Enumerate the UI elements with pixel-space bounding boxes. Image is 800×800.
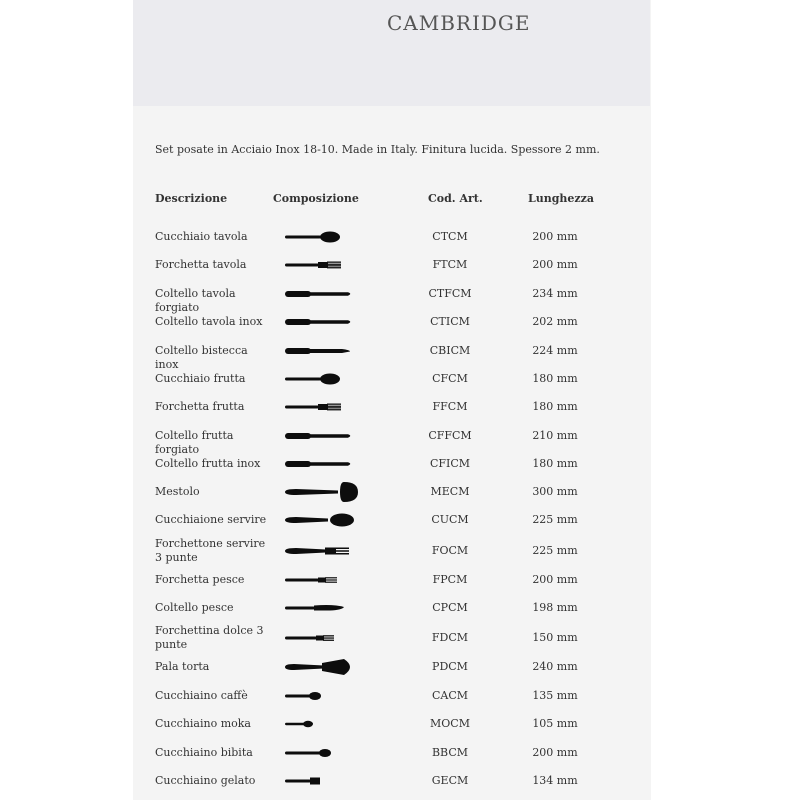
item-name: Coltello tavola forgiato [155,287,236,314]
table-row [0,365,800,393]
item-name: Cucchiaione servire [155,513,267,526]
item-code: FPCM [432,573,468,586]
cake-server-icon [282,655,362,679]
drink-spoon-icon [282,741,362,765]
item-name: Coltello pesce [155,601,234,614]
item-name: Mestolo [155,485,200,498]
ice-cream-spoon-icon [282,769,362,793]
table-row [0,450,800,478]
table-row [0,653,800,681]
item-code: BBCM [431,746,469,759]
table-row [0,337,800,371]
item-name: Forchetta pesce [155,573,245,586]
table-row [0,251,800,279]
table-row [0,478,800,506]
item-code: PDCM [432,660,468,673]
item-name: Cucchiaino gelato [155,774,256,787]
column-header-description: Descrizione [155,192,228,205]
table-row [0,594,800,622]
item-length: 240 mm [532,660,578,673]
serving-spoon-icon [282,508,362,532]
item-length: 300 mm [532,485,578,498]
item-length: 198 mm [532,601,578,614]
item-code: CFCM [432,372,468,385]
table-row [0,422,800,456]
item-code: FTCM [432,258,468,271]
item-name: Forchetta tavola [155,258,247,271]
teaspoon-icon [282,684,362,708]
column-header-length: Lunghezza [528,192,595,205]
item-length: 150 mm [532,631,578,644]
item-length: 200 mm [532,230,578,243]
table-row [0,682,800,710]
table-row [0,308,800,336]
item-length: 105 mm [532,717,578,730]
product-description: Set posate in Acciaio Inox 18-10. Made in Italy. Finitura lucida. Spessore 2 mm. [155,143,600,156]
column-header-composition: Composizione [273,192,359,205]
item-length: 234 mm [532,287,578,300]
item-name: Coltello bistecca inox [155,344,248,371]
item-name: Cucchiaino moka [155,717,251,730]
item-code: CACM [431,689,469,702]
table-row [0,537,800,565]
item-name: Forchetta frutta [155,400,245,413]
item-name: Coltello tavola inox [155,315,263,328]
item-name: Coltello frutta inox [155,457,261,470]
item-code: CFICM [429,457,471,470]
table-row [0,223,800,251]
serving-fork-icon [282,539,362,563]
item-code: CUCM [431,513,469,526]
item-code: CTICM [430,315,470,328]
item-code: MOCM [430,717,470,730]
item-length: 135 mm [532,689,578,702]
item-length: 180 mm [532,400,578,413]
item-name: Cucchiaino caffè [155,689,248,702]
table-row [0,506,800,534]
item-code: FOCM [431,544,469,557]
item-length: 224 mm [532,344,578,357]
steak-knife-icon [282,339,362,363]
fork-icon [282,253,362,277]
item-length: 134 mm [532,774,578,787]
cake-fork-icon [282,626,362,650]
table-row [0,739,800,767]
table-row [0,710,800,738]
item-code: CTCM [432,230,468,243]
item-length: 200 mm [532,746,578,759]
column-header-code: Cod. Art. [428,192,483,205]
knife-icon [282,424,362,448]
item-code: CBICM [429,344,471,357]
item-name: Pala torta [155,660,210,673]
item-name: Coltello frutta forgiato [155,429,234,456]
knife-icon [282,310,362,334]
fish-knife-icon [282,596,362,620]
item-length: 180 mm [532,372,578,385]
item-name: Cucchiaino bibita [155,746,253,759]
ladle-icon [282,480,362,504]
item-length: 225 mm [532,544,578,557]
knife-icon [282,452,362,476]
mocha-spoon-icon [282,712,362,736]
item-length: 180 mm [532,457,578,470]
spoon-icon [282,225,362,249]
table-row [0,767,800,795]
knife-icon [282,282,362,306]
item-code: CPCM [432,601,468,614]
fork-icon [282,395,362,419]
item-name: Cucchiaio tavola [155,230,248,243]
item-length: 225 mm [532,513,578,526]
item-code: MECM [430,485,470,498]
item-name: Forchettone servire 3 punte [155,537,266,564]
item-length: 210 mm [532,429,578,442]
item-code: CTFCM [428,287,472,300]
item-code: FFCM [432,400,468,413]
item-length: 200 mm [532,258,578,271]
item-code: CFFCM [428,429,472,442]
item-code: GECM [431,774,469,787]
item-name: Forchettina dolce 3 punte [155,624,264,651]
item-name: Cucchiaio frutta [155,372,246,385]
table-row [0,566,800,594]
item-length: 202 mm [532,315,578,328]
table-row [0,393,800,421]
spoon-icon [282,367,362,391]
fish-fork-icon [282,568,362,592]
item-code: FDCM [431,631,469,644]
page-title: CAMBRIDGE [387,11,531,35]
item-length: 200 mm [532,573,578,586]
table-row [0,280,800,314]
table-row [0,624,800,652]
